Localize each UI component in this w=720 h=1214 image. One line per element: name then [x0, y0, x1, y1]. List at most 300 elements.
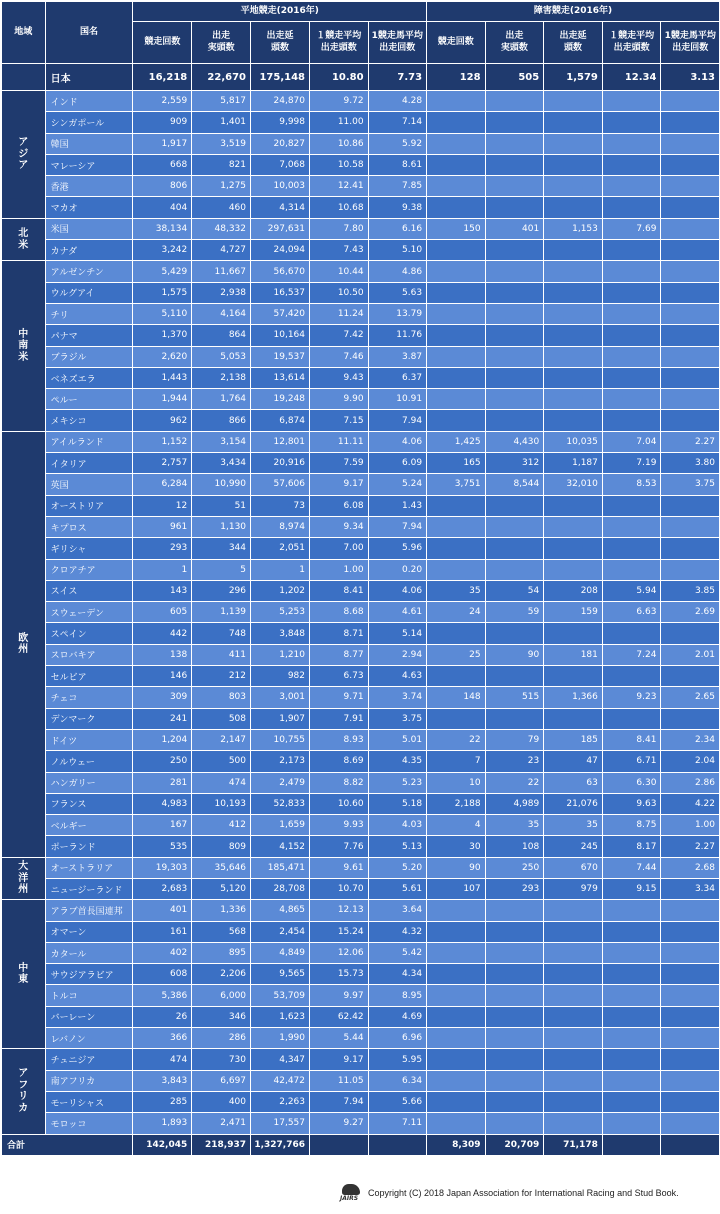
flat-value-cell: 3,519: [192, 133, 251, 154]
flat-value-cell: 7.46: [310, 346, 369, 367]
flat-value-cell: 1,336: [192, 900, 251, 921]
flat-value-cell: 6.09: [368, 453, 426, 474]
jump-value-cell: [485, 303, 544, 324]
country-name: パナマ: [45, 325, 133, 346]
flat-value-cell: 6,697: [192, 1070, 251, 1091]
jump-value-cell: 159: [544, 602, 603, 623]
jump-value-cell: [544, 91, 603, 112]
jump-value-cell: [427, 516, 486, 537]
flat-value-cell: 9.61: [310, 857, 369, 878]
jump-value-cell: [485, 325, 544, 346]
flat-value-cell: 10,003: [251, 176, 310, 197]
flat-value-cell: 10,755: [251, 729, 310, 750]
jump-value-cell: [661, 1049, 720, 1070]
table-row: [2, 261, 720, 282]
jump-value-cell: [602, 1113, 661, 1134]
jump-value-cell: 107: [427, 878, 486, 899]
flat-value-cell: 2,173: [251, 751, 310, 772]
jump-value-cell: [661, 303, 720, 324]
flat-value-cell: 6.08: [310, 495, 369, 516]
total-flat-cell: [368, 1134, 426, 1155]
flat-value-cell: 1,202: [251, 580, 310, 601]
jump-value-cell: [485, 1091, 544, 1112]
flat-value-cell: 3,242: [133, 240, 192, 261]
flat-value-cell: 5.01: [368, 729, 426, 750]
jump-value-cell: [602, 964, 661, 985]
jump-value-cell: [602, 538, 661, 559]
flat-value-cell: 474: [192, 772, 251, 793]
jump-value-cell: 4,989: [485, 793, 544, 814]
table-row: [2, 495, 720, 516]
flat-value-cell: 57,420: [251, 303, 310, 324]
jump-value-cell: [544, 1028, 603, 1049]
flat-value-cell: 895: [192, 942, 251, 963]
jump-value-cell: [544, 921, 603, 942]
flat-value-cell: 5,120: [192, 878, 251, 899]
flat-value-cell: 51: [192, 495, 251, 516]
jump-value-cell: [427, 133, 486, 154]
jump-value-cell: [485, 666, 544, 687]
table-row: [2, 964, 720, 985]
country-name: マレーシア: [45, 154, 133, 175]
country-name: トルコ: [45, 985, 133, 1006]
jump-value-cell: [427, 1028, 486, 1049]
flat-value-cell: 2,147: [192, 729, 251, 750]
region-cell: 大 洋 州: [2, 857, 46, 900]
jump-value-cell: [602, 176, 661, 197]
flat-value-cell: 8.71: [310, 623, 369, 644]
jump-value-cell: [427, 1049, 486, 1070]
jump-value-cell: [661, 900, 720, 921]
flat-value-cell: 11.24: [310, 303, 369, 324]
flat-racing-group-header: 平地競走(2016年): [133, 2, 427, 22]
jump-value-cell: 7.69: [602, 218, 661, 239]
jump-value-cell: [485, 1006, 544, 1027]
jump-value-cell: 25: [427, 644, 486, 665]
jump-value-cell: 6.63: [602, 602, 661, 623]
totals-label: 合計: [2, 1134, 133, 1155]
flat-value-cell: 10,164: [251, 325, 310, 346]
table-row: [2, 176, 720, 197]
country-name: スロバキア: [45, 644, 133, 665]
flat-value-cell: 6,874: [251, 410, 310, 431]
flat-value-cell: 8.95: [368, 985, 426, 1006]
jump-value-cell: 90: [485, 644, 544, 665]
jump-value-cell: [485, 538, 544, 559]
jump-value-cell: 2.34: [661, 729, 720, 750]
flat-value-cell: 8.77: [310, 644, 369, 665]
flat-value-cell: 1,575: [133, 282, 192, 303]
jump-value-cell: 293: [485, 878, 544, 899]
flat-value-cell: 5,817: [192, 91, 251, 112]
country-name: ノルウェー: [45, 751, 133, 772]
jump-value-cell: [485, 708, 544, 729]
country-name: カナダ: [45, 240, 133, 261]
table-row: [2, 1006, 720, 1027]
jump-value-cell: [661, 197, 720, 218]
table-row: [2, 857, 720, 878]
country-name: ベネズエラ: [45, 367, 133, 388]
country-name: ギリシャ: [45, 538, 133, 559]
flat-value-cell: 1,944: [133, 389, 192, 410]
flat-value-cell: 7.91: [310, 708, 369, 729]
jump-value-cell: [544, 1070, 603, 1091]
jump-value-cell: [544, 623, 603, 644]
jump-value-cell: [485, 282, 544, 303]
flat-value-cell: 5.44: [310, 1028, 369, 1049]
jump-value-cell: 3.80: [661, 453, 720, 474]
flat-value-cell: 57,606: [251, 474, 310, 495]
table-row: [2, 516, 720, 537]
jump-value-cell: [602, 942, 661, 963]
jump-value-cell: 4,430: [485, 431, 544, 452]
flat-value-cell: 5.13: [368, 836, 426, 857]
flat-value-cell: 1,401: [192, 112, 251, 133]
jump-value-cell: [485, 240, 544, 261]
flat-value-cell: 1,907: [251, 708, 310, 729]
table-row: [2, 91, 720, 112]
jump-value-cell: [661, 325, 720, 346]
jump-value-cell: [661, 154, 720, 175]
flat-value-cell: 7.15: [310, 410, 369, 431]
jump-value-cell: [544, 1113, 603, 1134]
jump-value-cell: [544, 538, 603, 559]
jump-value-cell: [427, 154, 486, 175]
flat-starts-header: 出走延 頭数: [251, 22, 310, 64]
jump-value-cell: [427, 112, 486, 133]
jump-value-cell: [427, 176, 486, 197]
jump-value-cell: [427, 708, 486, 729]
jump-value-cell: 670: [544, 857, 603, 878]
flat-value-cell: 10,193: [192, 793, 251, 814]
jump-value-cell: [485, 367, 544, 388]
jump-value-cell: [485, 91, 544, 112]
flat-value-cell: 1,443: [133, 367, 192, 388]
jump-value-cell: [485, 1049, 544, 1070]
jump-value-cell: [661, 942, 720, 963]
flat-value-cell: 605: [133, 602, 192, 623]
jump-value-cell: [602, 325, 661, 346]
flat-value-cell: 10.80: [310, 64, 369, 91]
table-row: [2, 900, 720, 921]
jump-value-cell: [602, 346, 661, 367]
flat-value-cell: 7.59: [310, 453, 369, 474]
flat-value-cell: 6.16: [368, 218, 426, 239]
flat-value-cell: 296: [192, 580, 251, 601]
flat-value-cell: 1,370: [133, 325, 192, 346]
flat-value-cell: 7.42: [310, 325, 369, 346]
flat-value-cell: 7.73: [368, 64, 426, 91]
flat-value-cell: 1,990: [251, 1028, 310, 1049]
jump-value-cell: 12.34: [602, 64, 661, 91]
flat-value-cell: 4.35: [368, 751, 426, 772]
jump-value-cell: [427, 410, 486, 431]
copyright-text: Copyright (C) 2018 Japan Association for International Racing and Stud Book.: [368, 1188, 679, 1198]
jump-value-cell: [544, 708, 603, 729]
flat-value-cell: 20,827: [251, 133, 310, 154]
flat-value-cell: 3.75: [368, 708, 426, 729]
jump-value-cell: 1.00: [661, 815, 720, 836]
flat-value-cell: 175,148: [251, 64, 310, 91]
jump-value-cell: [544, 133, 603, 154]
jump-value-cell: [602, 495, 661, 516]
country-name: チリ: [45, 303, 133, 324]
jump-value-cell: 1,425: [427, 431, 486, 452]
jump-value-cell: 35: [544, 815, 603, 836]
flat-races-header: 競走回数: [133, 22, 192, 64]
flat-value-cell: 2,051: [251, 538, 310, 559]
country-name: イタリア: [45, 453, 133, 474]
jump-value-cell: [661, 346, 720, 367]
flat-value-cell: 12.06: [310, 942, 369, 963]
jump-value-cell: [485, 559, 544, 580]
jump-value-cell: 7.24: [602, 644, 661, 665]
jump-value-cell: [485, 389, 544, 410]
flat-value-cell: 293: [133, 538, 192, 559]
flat-value-cell: 10.70: [310, 878, 369, 899]
flat-value-cell: 9,565: [251, 964, 310, 985]
flat-value-cell: 730: [192, 1049, 251, 1070]
flat-value-cell: 4,865: [251, 900, 310, 921]
country-name: クロアチア: [45, 559, 133, 580]
jump-value-cell: 3.34: [661, 878, 720, 899]
flat-value-cell: 1,130: [192, 516, 251, 537]
jump-value-cell: 35: [485, 815, 544, 836]
flat-value-cell: 411: [192, 644, 251, 665]
jump-value-cell: [544, 240, 603, 261]
flat-value-cell: 73: [251, 495, 310, 516]
jump-value-cell: [602, 154, 661, 175]
flat-value-cell: 809: [192, 836, 251, 857]
flat-value-cell: 1,893: [133, 1113, 192, 1134]
country-name: アイルランド: [45, 431, 133, 452]
flat-value-cell: 285: [133, 1091, 192, 1112]
country-name: レバノン: [45, 1028, 133, 1049]
country-name: サウジアラビア: [45, 964, 133, 985]
flat-value-cell: 803: [192, 687, 251, 708]
flat-value-cell: 281: [133, 772, 192, 793]
jump-value-cell: 2.86: [661, 772, 720, 793]
flat-value-cell: 35,646: [192, 857, 251, 878]
country-name: 韓国: [45, 133, 133, 154]
flat-value-cell: 3,434: [192, 453, 251, 474]
flat-value-cell: 4.32: [368, 921, 426, 942]
flat-value-cell: 10.91: [368, 389, 426, 410]
country-name: モロッコ: [45, 1113, 133, 1134]
jump-value-cell: [544, 1006, 603, 1027]
table-row: [2, 112, 720, 133]
jump-value-cell: [661, 282, 720, 303]
jump-value-cell: 245: [544, 836, 603, 857]
jump-value-cell: [661, 367, 720, 388]
country-name: ハンガリー: [45, 772, 133, 793]
flat-value-cell: 2,938: [192, 282, 251, 303]
jump-value-cell: [544, 112, 603, 133]
flat-value-cell: 11,667: [192, 261, 251, 282]
total-flat-cell: 218,937: [192, 1134, 251, 1155]
jump-value-cell: [427, 282, 486, 303]
total-flat-cell: 142,045: [133, 1134, 192, 1155]
jump-value-cell: 148: [427, 687, 486, 708]
jump-value-cell: [544, 516, 603, 537]
jump-value-cell: [602, 1070, 661, 1091]
flat-value-cell: 1: [133, 559, 192, 580]
jump-avg-per-race-header: １競走平均 出走頭数: [602, 22, 661, 64]
table-row: [2, 687, 720, 708]
jump-value-cell: [661, 495, 720, 516]
flat-value-cell: 500: [192, 751, 251, 772]
flat-value-cell: 508: [192, 708, 251, 729]
jump-value-cell: [485, 964, 544, 985]
jump-value-cell: 5.94: [602, 580, 661, 601]
jump-value-cell: 22: [427, 729, 486, 750]
jump-value-cell: 1,366: [544, 687, 603, 708]
flat-value-cell: 42,472: [251, 1070, 310, 1091]
flat-value-cell: 9.93: [310, 815, 369, 836]
jump-value-cell: [602, 240, 661, 261]
jump-value-cell: [485, 1028, 544, 1049]
jump-value-cell: [544, 367, 603, 388]
jump-value-cell: [544, 282, 603, 303]
jump-value-cell: [427, 538, 486, 559]
flat-value-cell: 143: [133, 580, 192, 601]
flat-value-cell: 17,557: [251, 1113, 310, 1134]
jump-value-cell: 9.15: [602, 878, 661, 899]
jump-value-cell: [602, 282, 661, 303]
jump-value-cell: 10,035: [544, 431, 603, 452]
jump-value-cell: 2.27: [661, 431, 720, 452]
country-name: オーストラリア: [45, 857, 133, 878]
jump-value-cell: [427, 197, 486, 218]
table-row: [2, 346, 720, 367]
flat-value-cell: 138: [133, 644, 192, 665]
jump-value-cell: [661, 91, 720, 112]
flat-value-cell: 13.79: [368, 303, 426, 324]
jump-value-cell: [602, 303, 661, 324]
flat-value-cell: 474: [133, 1049, 192, 1070]
region-cell: ア フ リ カ: [2, 1049, 46, 1134]
flat-value-cell: 1,275: [192, 176, 251, 197]
jump-value-cell: [427, 1070, 486, 1091]
flat-value-cell: 8,974: [251, 516, 310, 537]
jump-value-cell: [427, 495, 486, 516]
jump-value-cell: 312: [485, 453, 544, 474]
jump-value-cell: [602, 1091, 661, 1112]
jump-value-cell: 2.65: [661, 687, 720, 708]
flat-value-cell: 5.20: [368, 857, 426, 878]
flat-value-cell: 1,659: [251, 815, 310, 836]
flat-value-cell: 1,210: [251, 644, 310, 665]
flat-value-cell: 6.73: [310, 666, 369, 687]
flat-value-cell: 2,479: [251, 772, 310, 793]
flat-value-cell: 5.18: [368, 793, 426, 814]
flat-value-cell: 309: [133, 687, 192, 708]
flat-value-cell: 5.92: [368, 133, 426, 154]
country-name: チュニジア: [45, 1049, 133, 1070]
table-row: [2, 154, 720, 175]
flat-value-cell: 286: [192, 1028, 251, 1049]
flat-value-cell: 5.23: [368, 772, 426, 793]
flat-value-cell: 909: [133, 112, 192, 133]
jump-value-cell: [661, 538, 720, 559]
jump-value-cell: [427, 261, 486, 282]
jump-value-cell: [427, 1006, 486, 1027]
flat-value-cell: 9.38: [368, 197, 426, 218]
jump-value-cell: 250: [485, 857, 544, 878]
table-row: [2, 644, 720, 665]
country-name: ポーランド: [45, 836, 133, 857]
flat-value-cell: 5,429: [133, 261, 192, 282]
flat-value-cell: 11.11: [310, 431, 369, 452]
jump-value-cell: 2.04: [661, 751, 720, 772]
jump-value-cell: [544, 1049, 603, 1070]
flat-value-cell: 668: [133, 154, 192, 175]
table-row: [2, 793, 720, 814]
jump-value-cell: 3,751: [427, 474, 486, 495]
jump-value-cell: [485, 623, 544, 644]
jump-value-cell: 401: [485, 218, 544, 239]
jump-value-cell: [485, 516, 544, 537]
jump-value-cell: [544, 1091, 603, 1112]
jump-value-cell: [544, 197, 603, 218]
jump-value-cell: [427, 964, 486, 985]
table-row: [2, 878, 720, 899]
flat-value-cell: 11.00: [310, 112, 369, 133]
flat-value-cell: 8.61: [368, 154, 426, 175]
jump-value-cell: [602, 1006, 661, 1027]
jump-value-cell: [661, 218, 720, 239]
jump-value-cell: [427, 921, 486, 942]
flat-value-cell: 5.66: [368, 1091, 426, 1112]
jump-value-cell: [427, 389, 486, 410]
table-row: [2, 772, 720, 793]
flat-value-cell: 9.72: [310, 91, 369, 112]
jump-value-cell: [661, 1113, 720, 1134]
flat-value-cell: 5,253: [251, 602, 310, 623]
jump-value-cell: [661, 389, 720, 410]
flat-value-cell: 1,152: [133, 431, 192, 452]
jump-value-cell: [427, 1113, 486, 1134]
jump-value-cell: 10: [427, 772, 486, 793]
jump-value-cell: [544, 985, 603, 1006]
flat-value-cell: 961: [133, 516, 192, 537]
jump-value-cell: [544, 325, 603, 346]
flat-value-cell: 5.95: [368, 1049, 426, 1070]
jump-value-cell: 1,187: [544, 453, 603, 474]
jump-value-cell: 79: [485, 729, 544, 750]
jump-value-cell: [602, 1028, 661, 1049]
flat-value-cell: 404: [133, 197, 192, 218]
flat-value-cell: 19,248: [251, 389, 310, 410]
country-name: 英国: [45, 474, 133, 495]
flat-value-cell: 5.61: [368, 878, 426, 899]
total-flat-cell: 1,327,766: [251, 1134, 310, 1155]
jump-value-cell: 8.41: [602, 729, 661, 750]
flat-value-cell: 3.87: [368, 346, 426, 367]
flat-value-cell: 4.06: [368, 580, 426, 601]
flat-value-cell: 821: [192, 154, 251, 175]
country-name: デンマーク: [45, 708, 133, 729]
table-row: [2, 367, 720, 388]
flat-value-cell: 297,631: [251, 218, 310, 239]
table-row: [2, 240, 720, 261]
table-row: [2, 218, 720, 239]
flat-value-cell: 11.76: [368, 325, 426, 346]
flat-value-cell: 346: [192, 1006, 251, 1027]
flat-value-cell: 167: [133, 815, 192, 836]
region-cell: ア ジ ア: [2, 91, 46, 219]
flat-value-cell: 5,386: [133, 985, 192, 1006]
